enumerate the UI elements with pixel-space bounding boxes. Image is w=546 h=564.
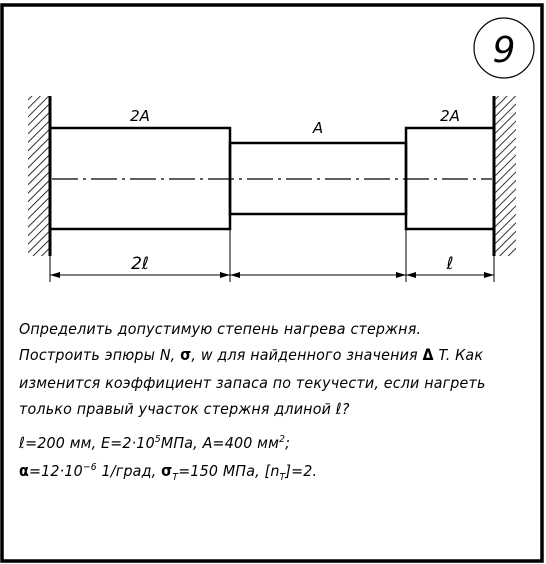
alpha-symbol: α: [19, 462, 29, 480]
given-line-2: [19, 458, 497, 484]
delta-symbol: Δ: [422, 346, 434, 364]
left-area-label: 2A: [130, 107, 150, 125]
middle-area-label: A: [312, 119, 324, 137]
problem-line-2: [19, 342, 497, 368]
given-line-1: [19, 430, 497, 456]
given1-part-b: МПа, A=400 мм: [160, 434, 280, 452]
given2-exponent: −6: [82, 461, 97, 473]
problem-number: 9: [492, 30, 516, 71]
sigma-yield-symbol: σ: [161, 462, 173, 480]
left-wall: [28, 96, 50, 256]
sigma-symbol: σ: [180, 346, 192, 364]
left-length-label: 2ℓ: [131, 254, 149, 274]
right-length-label: ℓ: [446, 254, 454, 274]
right-area-label: 2A: [440, 107, 460, 125]
given2-part-a: =12·10: [28, 462, 83, 480]
given2-part-d: ]=2.: [285, 462, 318, 480]
given2-part-c: =150 МПа, [n: [178, 462, 280, 480]
line2-part-a: Построить эпюры N,: [19, 346, 181, 364]
given1-exponent-2: 2: [279, 433, 286, 445]
dimension-extension-lines: [50, 229, 494, 282]
problem-line-3: изменится коэффициент запаса по текучести, если нагреть: [19, 374, 486, 392]
problem-line-1: Определить допустимую степень нагрева стержня.: [19, 320, 422, 338]
n-subscript: T: [279, 472, 286, 484]
given1-part-c: ;: [285, 434, 291, 452]
given1-exponent: 5: [154, 433, 161, 445]
given2-part-b: 1/град,: [96, 462, 162, 480]
given1-part-a: ℓ=200 мм, E=2·10: [19, 434, 155, 452]
problem-line-4: только правый участок стержня длиной ℓ?: [19, 400, 350, 418]
right-wall: [494, 96, 516, 256]
sigma-yield-subscript: T: [172, 472, 179, 484]
line2-part-c: T. Как: [433, 346, 484, 364]
line2-part-b: , w для найденного значения: [191, 346, 423, 364]
